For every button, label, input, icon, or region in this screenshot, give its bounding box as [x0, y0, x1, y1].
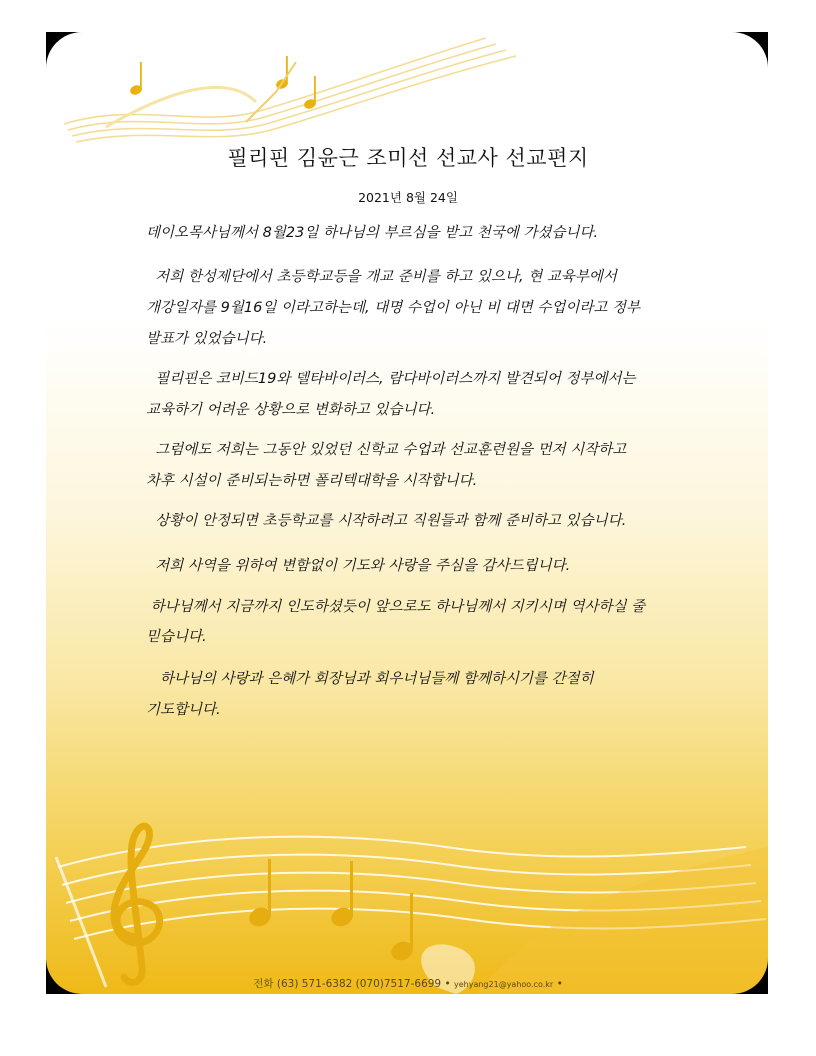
body-line: 기도합니다.	[146, 702, 221, 718]
body-line: 믿습니다.	[146, 629, 207, 645]
music-staff-notes-icon	[46, 32, 768, 152]
letter-title: 필리핀 김윤근 조미선 선교사 선교편지	[227, 146, 589, 170]
footer-bullet: •	[556, 978, 563, 990]
body-line: 차후 시설이 준비되는하면 폴리텍대학을 시작합니다.	[146, 473, 478, 489]
body-line: 저희 한성제단에서 초등학교등을 개교 준비를 하고 있으나, 현 교육부에서	[146, 269, 617, 285]
footer-contact	[0, 976, 816, 991]
footer-bullet: •	[444, 978, 451, 990]
footer-email: yehyang21@yahoo.co.kr	[454, 980, 554, 989]
body-line: 발표가 있었습니다.	[146, 331, 268, 347]
body-line: 교육하기 어려운 상황으로 변화하고 있습니다.	[146, 402, 436, 418]
body-line: 개강일자를 9월16일 이라고하는데, 대명 수업이 아닌 비 대면 수업이라고 정부	[146, 300, 640, 316]
letter-date: 2021년 8월 24일	[358, 190, 458, 205]
body-line: 필리핀은 코비드19와 델타바이러스, 람다바이러스까지 발견되어 정부에서는	[146, 371, 636, 387]
treble-clef-notes-icon	[46, 787, 768, 994]
body-line: 상황이 안정되면 초등학교를 시작하려고 직원들과 함께 준비하고 있습니다.	[146, 513, 627, 529]
body-line: 하나님의 사랑과 은혜가 회장님과 회우너님들께 함께하시기를 간절히	[146, 671, 594, 687]
footer-phone: 전화 (63) 571-6382 (070)7517-6699	[253, 978, 442, 990]
body-line: 데이오목사님께서 8월23일 하나님의 부르심을 받고 천국에 가셨습니다.	[146, 225, 599, 241]
body-line: 그럼에도 저희는 그동안 있었던 신학교 수업과 선교훈련원을 먼저 시작하고	[146, 442, 627, 458]
body-line: 하나님께서 지금까지 인도하셨듯이 앞으로도 하나님께서 지키시며 역사하실 줄	[146, 599, 646, 615]
body-line: 저희 사역을 위하여 변함없이 기도와 사랑을 주심을 감사드립니다.	[146, 558, 571, 574]
